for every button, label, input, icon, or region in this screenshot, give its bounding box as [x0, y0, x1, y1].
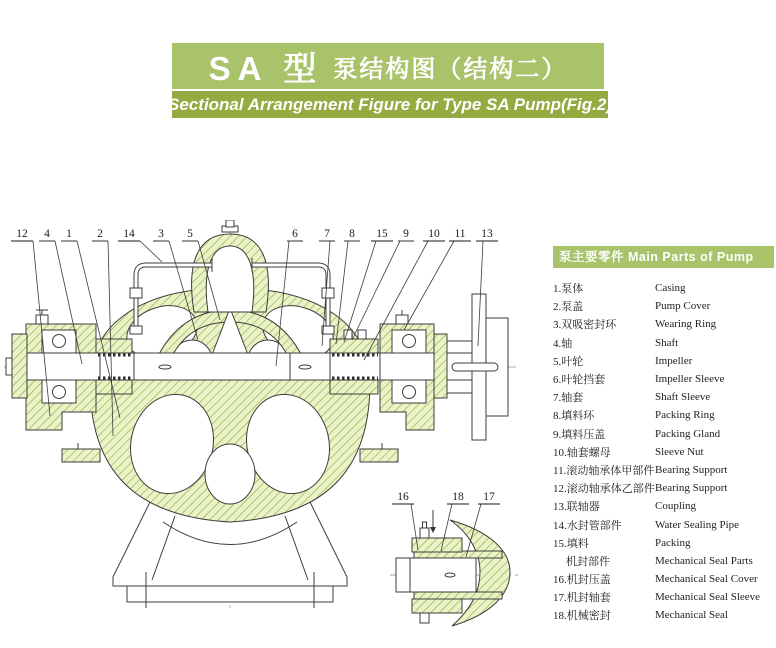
part-name-zh: 6.叶轮挡套	[553, 374, 606, 387]
parts-list-header: 泵主要零件 Main Parts of Pump	[553, 246, 774, 268]
parts-list-row	[553, 515, 774, 533]
coupling	[447, 294, 508, 440]
parts-list-row	[553, 461, 774, 479]
part-name-zh: 15.填料	[553, 537, 589, 550]
callout-13: 13	[481, 228, 493, 240]
parts-list-row	[553, 443, 774, 461]
part-name-zh: 5.叶轮	[553, 355, 584, 368]
subtitle-banner	[168, 91, 612, 118]
callout-11: 11	[454, 228, 466, 240]
parts-list-row	[553, 425, 774, 443]
pump-sectional-drawing	[0, 220, 545, 630]
parts-list-row	[553, 334, 774, 352]
part-name-zh: 机封部件	[566, 555, 610, 568]
parts-list-row	[553, 279, 774, 297]
parts-list-row	[553, 606, 774, 624]
part-name-zh: 17.机封轴套	[553, 592, 611, 605]
part-name-en: Sleeve Nut	[655, 445, 704, 458]
callout-18: 18	[452, 491, 464, 503]
callout-5: 5	[187, 228, 193, 240]
part-name-zh: 2.泵盖	[553, 301, 584, 314]
parts-list-row	[553, 497, 774, 515]
callout-10: 10	[428, 228, 440, 240]
title-banner	[172, 43, 604, 89]
callout-7: 7	[324, 228, 330, 240]
part-name-zh: 4.轴	[553, 337, 573, 350]
part-name-en: Packing Ring	[655, 409, 715, 422]
part-name-zh: 8.填料环	[553, 410, 595, 423]
part-name-zh: 18.机械密封	[553, 610, 611, 623]
parts-list-rows	[553, 279, 774, 625]
part-name-en: Shaft Sleeve	[655, 391, 711, 404]
part-name-en: Water Sealing Pipe	[655, 518, 740, 531]
mechanical-seal-detail-view	[390, 491, 518, 626]
parts-list-row	[553, 534, 774, 552]
parts-list-row	[553, 352, 774, 370]
part-name-en: Mechanical Seal Sleeve	[655, 591, 761, 604]
callout-2: 2	[97, 228, 103, 240]
title-zh-main: SA 型	[208, 49, 324, 87]
parts-list-row	[553, 406, 774, 424]
part-name-zh: 16.机封压盖	[553, 574, 611, 587]
callout-16: 16	[397, 491, 409, 503]
parts-list-panel	[553, 246, 774, 625]
part-name-zh: 9.填料压盖	[553, 428, 606, 441]
part-name-en: Casing	[655, 282, 686, 295]
subtitle-en: Sectional Arrangement Figure for Type SA Pump(Fig.2)	[168, 94, 612, 114]
part-name-zh: 12.滚动轴承体乙部件	[553, 483, 655, 496]
title-zh-rest: 泵结构图（结构二）	[333, 55, 568, 83]
callout-4: 4	[44, 228, 50, 240]
parts-list-row	[553, 315, 774, 333]
part-name-zh: 13.联轴器	[553, 501, 600, 514]
part-name-en: Bearing Support	[655, 482, 728, 495]
part-name-zh: 11.滚动轴承体甲部件	[553, 464, 655, 477]
part-name-en: Impeller Sleeve	[655, 373, 725, 386]
parts-list-row	[553, 370, 774, 388]
part-name-zh: 10.轴套螺母	[553, 446, 611, 459]
callout-numbers	[16, 228, 493, 240]
callout-6: 6	[292, 228, 298, 240]
part-name-en: Coupling	[655, 500, 696, 513]
callout-8: 8	[349, 228, 355, 240]
parts-list-row	[553, 552, 774, 570]
part-name-en: Wearing Ring	[655, 318, 717, 331]
callout-3: 3	[158, 228, 164, 240]
callout-17: 17	[483, 491, 495, 503]
parts-list-row	[553, 479, 774, 497]
part-name-en: Packing Gland	[655, 427, 721, 440]
parts-list-row	[553, 297, 774, 315]
callout-12: 12	[16, 228, 28, 240]
part-name-en: Mechanical Seal Cover	[655, 573, 758, 586]
part-name-en: Pump Cover	[655, 300, 711, 313]
part-name-zh: 14.水封管部件	[553, 519, 622, 532]
part-name-en: Shaft	[655, 336, 679, 349]
part-name-zh: 3.双吸密封环	[553, 319, 617, 332]
pump-shaft	[6, 353, 446, 380]
part-name-en: Mechanical Seal Parts	[655, 554, 753, 567]
parts-list-row	[553, 570, 774, 588]
parts-list-row	[553, 388, 774, 406]
part-name-en: Impeller	[655, 354, 693, 367]
part-name-en: Bearing Support	[655, 463, 728, 476]
part-name-en: Packing	[655, 536, 691, 549]
callout-9: 9	[403, 228, 409, 240]
callout-1: 1	[66, 228, 72, 240]
part-name-en: Mechanical Seal	[655, 609, 728, 622]
part-name-zh: 7.轴套	[553, 392, 584, 405]
callout-14: 14	[123, 228, 135, 240]
seal-shaft-stub	[396, 558, 476, 592]
callout-15: 15	[376, 228, 388, 240]
parts-list-row	[553, 588, 774, 606]
part-name-zh: 1.泵体	[553, 283, 584, 296]
